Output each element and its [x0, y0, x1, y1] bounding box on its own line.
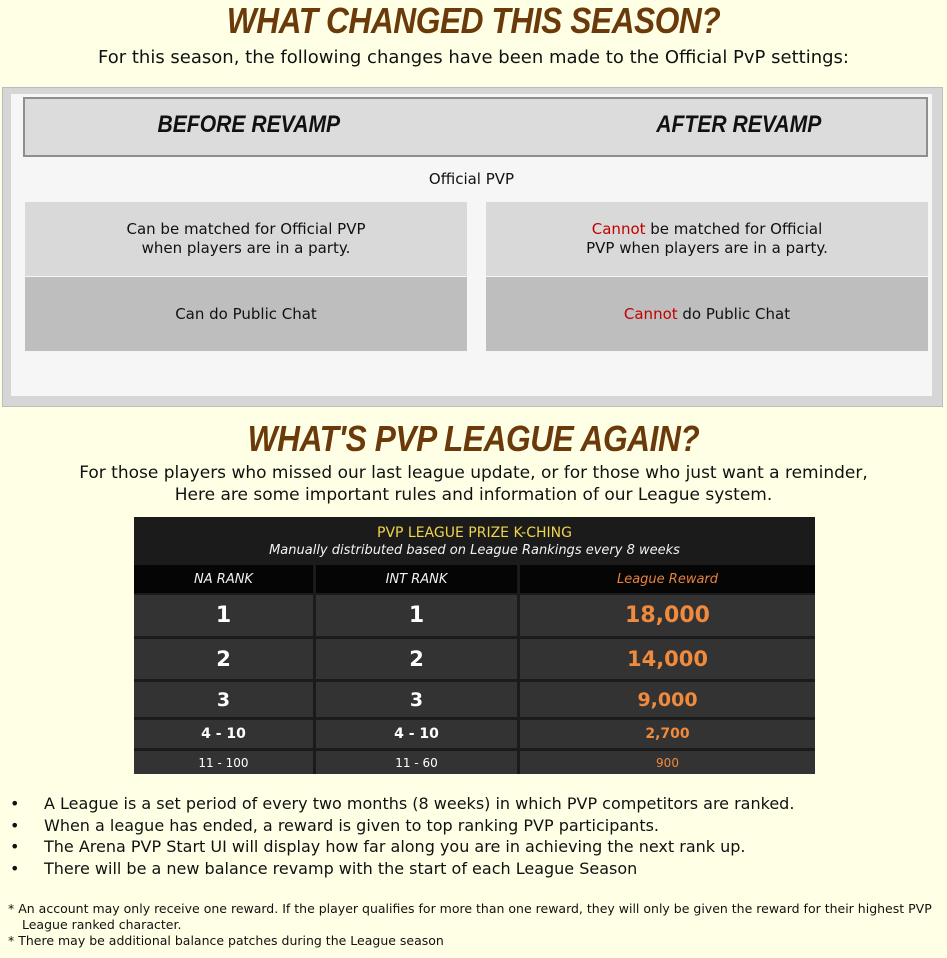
na-rank-cell: 3 — [134, 682, 313, 717]
before-party-cell — [25, 202, 467, 276]
league-intro — [0, 462, 947, 506]
after-revamp-label: AFTER REVAMP — [656, 111, 822, 138]
column-header-league-reward: League Reward — [520, 565, 815, 593]
na-rank-cell: 1 — [134, 595, 313, 636]
after-chat-text: do Public Chat — [677, 304, 791, 323]
na-rank-cell: 11 - 100 — [134, 751, 313, 774]
bullet-icon: • — [10, 837, 20, 856]
table-row — [134, 751, 815, 774]
int-rank-cell: 3 — [316, 682, 517, 717]
after-party-line2: PVP when players are in a party. — [586, 239, 828, 257]
table-row — [134, 682, 815, 717]
list-item-text: The Arena PVP Start UI will display how far along you are in achieving the next rank up. — [44, 837, 746, 856]
before-party-line1: Can be matched for Official PVP — [126, 220, 366, 238]
league-intro-line2: Here are some important rules and information of our League system. — [174, 485, 773, 505]
na-rank-cell: 4 - 10 — [134, 720, 313, 748]
prize-table-title: PVP LEAGUE PRIZE K-CHING — [377, 525, 572, 541]
footnote: * An account may only receive one reward. If the player qualifies for more than one reward, they will only be given the reward for their highest PVP League ranked character. — [8, 901, 932, 932]
reward-cell: 900 — [520, 751, 815, 774]
league-intro-line1: For those players who missed our last league update, or for those who just want a reminder, — [79, 463, 868, 483]
category-label: Official PVP — [428, 170, 515, 188]
section-heading-league: WHAT'S PVP LEAGUE AGAIN? — [247, 418, 700, 459]
league-rules-list — [10, 793, 940, 879]
footnotes — [8, 901, 938, 949]
changes-panel — [2, 87, 943, 407]
bullet-icon: • — [10, 794, 20, 813]
int-rank-cell: 1 — [316, 595, 517, 636]
before-party-line2: when players are in a party. — [141, 239, 351, 257]
before-revamp-label: BEFORE REVAMP — [157, 111, 341, 138]
bullet-icon: • — [10, 815, 20, 835]
before-chat-text: Can do Public Chat — [175, 304, 317, 323]
column-header-na-rank: NA RANK — [134, 565, 313, 593]
reward-cell: 18,000 — [520, 595, 815, 636]
column-header-int-rank: INT RANK — [316, 565, 517, 593]
after-party-cell — [486, 202, 928, 276]
na-rank-cell: 2 — [134, 639, 313, 679]
bullet-icon: • — [10, 858, 20, 878]
after-party-negation: Cannot — [591, 220, 646, 238]
table-row — [134, 595, 815, 636]
table-row — [134, 720, 815, 748]
reward-cell: 9,000 — [520, 682, 815, 717]
list-item — [10, 815, 940, 837]
list-item-text: A League is a set period of every two months (8 weeks) in which PVP competitors are ranked. — [44, 794, 795, 813]
footnote: * There may be additional balance patches during the League season — [8, 933, 444, 948]
after-chat-cell — [486, 277, 928, 351]
list-item — [10, 858, 940, 880]
comparison-header — [23, 97, 928, 157]
int-rank-cell: 4 - 10 — [316, 720, 517, 748]
changes-panel-inner — [11, 94, 932, 396]
list-item-text: When a league has ended, a reward is given to top ranking PVP participants. — [44, 815, 660, 835]
changes-intro: For this season, the following changes have been made to the Official PvP settings: — [98, 47, 849, 68]
before-chat-cell — [25, 277, 467, 351]
list-item — [10, 836, 940, 858]
int-rank-cell: 11 - 60 — [316, 751, 517, 774]
table-row — [134, 639, 815, 679]
after-chat-negation: Cannot — [623, 304, 678, 323]
reward-cell: 14,000 — [520, 639, 815, 679]
list-item — [10, 793, 940, 815]
prize-table-subtitle: Manually distributed based on League Rankings every 8 weeks — [269, 543, 680, 558]
int-rank-cell: 2 — [316, 639, 517, 679]
reward-cell: 2,700 — [520, 720, 815, 748]
prize-table — [134, 517, 815, 774]
section-heading-changes: WHAT CHANGED THIS SEASON? — [226, 0, 721, 41]
list-item-text: There will be a new balance revamp with the start of each League Season — [44, 858, 638, 878]
after-party-line1: be matched for Official — [645, 220, 823, 238]
